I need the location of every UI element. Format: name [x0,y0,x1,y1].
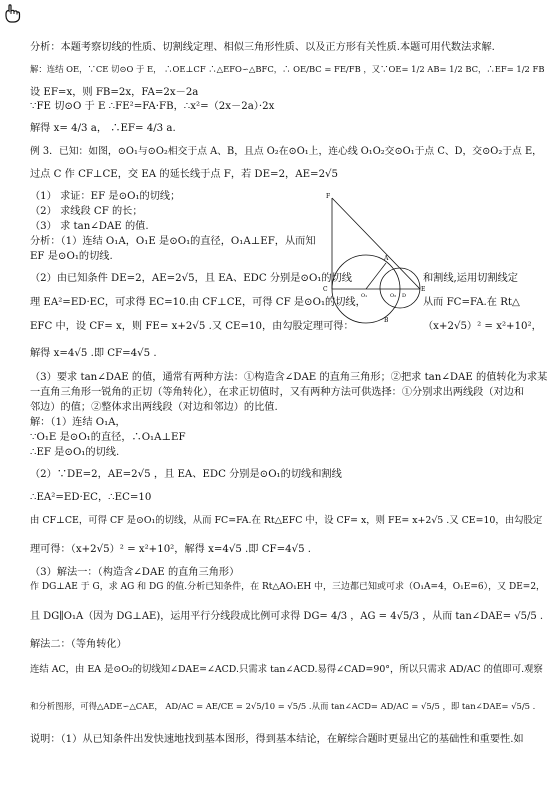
text-line-20: 解：（1）连结 O₁A， [30,417,126,428]
text-line-23: （2）∵DE=2，AE=2√5 ，且 EA、EDC 分别是⊙O₁的切线和割线 [30,469,342,480]
text-line-4: ∵FE 切⊙O 于 E ∴FE²=FA·FB，∴x²=（2x－2a）·2x [30,101,275,112]
text-line-31: 连结 AC，由 EA 是⊙O₂的切线知∠DAE=∠ACD.只需求 tan∠ACD.易得∠CAD=90°，所以只需求 AD/AC 的值即可.观察 [30,664,543,675]
text-line-27: （3）解法一：（构造含∠DAE 的直角三角形） [30,567,240,578]
point-label-c: C [323,286,328,293]
text-line-29: 且 DG∥O₁A（因为 DG⊥AE)，运用平行分线段成比例可求得 DG= 4/3 ，AG = 4√5/3 ，从而 tan∠DAE= √5/5 . [30,611,544,622]
text-line-5: 解得 x= 4/3 a， ∴EF= 4/3 a. [30,123,176,134]
text-line-19: 邻边）的值；②整体求出两线段（对边和邻边）的比值. [30,402,278,413]
text-line-24: ∴EA²=ED·EC，∴EC=10 [30,492,152,503]
text-line-17: （3）要求 tan∠DAE 的值，通常有两种方法：①构造含∠DAE 的直角三角形；②把求 tan∠DAE 的值转化为求某 [30,372,548,383]
text-line-15b: （x+2√5）² = x²+10²， [423,321,542,332]
text-line-25: 由 CF⊥CE，可得 CF 是⊙O₁的切线，从而 FC=FA.在 Rt△EFC 中，设 CF= x，则 FE= x+2√5 .又 CE=10，由勾股定 [30,515,543,526]
point-label-f: F [326,193,331,200]
pointing-hand-icon [2,2,24,24]
text-line-32: 和分析图形，可得△ADE∽△CAE， AD/AC = AE/CE = 2√5/10 = √5/5 .从而 tan∠ACD= AD/AC = √5/5 ，即 tan∠DAE= √5/5 . [30,701,536,711]
text-line-26: 理可得：（x+2√5）² = x²+10²，解得 x=4√5 .即 CF=4√5 . [30,544,312,555]
text-line-3: 设 EF=x，则 FB=2x，FA=2x－2a [30,87,199,98]
text-line-10: （3） 求 tan∠DAE 的值. [30,221,149,232]
text-line-1: 分析：本题考察切线的性质、切割线定理、相似三角形性质、以及正方形有关性质.本题可用代数法求解. [30,42,495,53]
text-line-13b: 和割线,运用切割线定 [423,273,518,284]
text-line-9: （2） 求线段 CF 的长； [30,206,143,217]
point-label-b: B [384,317,389,324]
text-line-21: ∵O₁E 是⊙O₁的直径，∴O₁A⊥EF [30,432,186,443]
text-line-13: （2）由已知条件 DE=2，AE=2√5，且 EA、EDC 分别是⊙O₁的切线 [30,273,352,284]
text-line-11: 分析：（1）连结 O₁A，O₁E 是⊙O₁的直径，O₁A⊥EF，从而知 [30,236,316,247]
point-label-a: A [384,255,389,262]
text-line-18: 一直角三角形一锐角的正切（等角转化），在求正切值时，又有两种方法可供选择：①分别求出两线段（对边和 [30,387,525,398]
text-line-33: 说明：（1）从已知条件出发快速地找到基本图形，得到基本结论，在解综合题时更显出它的基础性和重要性.如 [30,734,524,745]
text-line-28: 作 DG⊥AE 于 G，求 AG 和 DG 的值.分析已知条件，在 Rt△AO₁EH 中，三边都已知或可求（O₁A=4，O₁E=6），又 DE=2， [30,582,546,592]
text-line-6: 例 3．已知：如图，⊙O₁与⊙O₂相交于点 A、B，且点 O₂在⊙O₁上，连心线 O₁O₂交⊙O₁于点 C、D，交⊙O₂于点 E， [30,146,542,157]
text-line-12: EF 是⊙O₁的切线. [30,251,113,262]
text-line-2: 解：连结 OE，∵CE 切⊙O 于 E， ∴OE⊥CF ∴△EFO∽△BFC，∴ OE/BC = FE/FB ，又∵OE= 1/2 AB= 1/2 BC，∴EF= 1/2 FB [30,64,545,74]
text-line-15: EFC 中，设 CF= x，则 FE= x+2√5 .又 CE=10，由勾股定理可得： [30,321,354,332]
point-label-e: E [421,286,426,293]
text-line-7: 过点 C 作 CF⊥CE，交 EA 的延长线于点 F，若 DE=2，AE=2√5 [30,169,339,180]
text-line-30: 解法二：（等角转化） [30,639,127,650]
text-line-16: 解得 x=4√5 .即 CF=4√5 . [30,348,157,359]
point-label-o2: O₂ [390,293,397,299]
point-label-o1: O₁ [361,293,368,299]
text-line-8: （1） 求证：EF 是⊙O₁的切线； [30,191,181,202]
text-line-14: 理 EA²=ED·EC，可求得 EC=10.由 CF⊥CE，可得 CF 是⊙O₁的切线， [30,297,366,308]
text-line-14b: 从而 FC=FA.在 Rt△ [423,297,520,308]
geometry-figure [318,190,426,362]
point-label-d: D [402,293,407,299]
text-line-22: ∴EF 是⊙O₁的切线. [30,447,120,458]
